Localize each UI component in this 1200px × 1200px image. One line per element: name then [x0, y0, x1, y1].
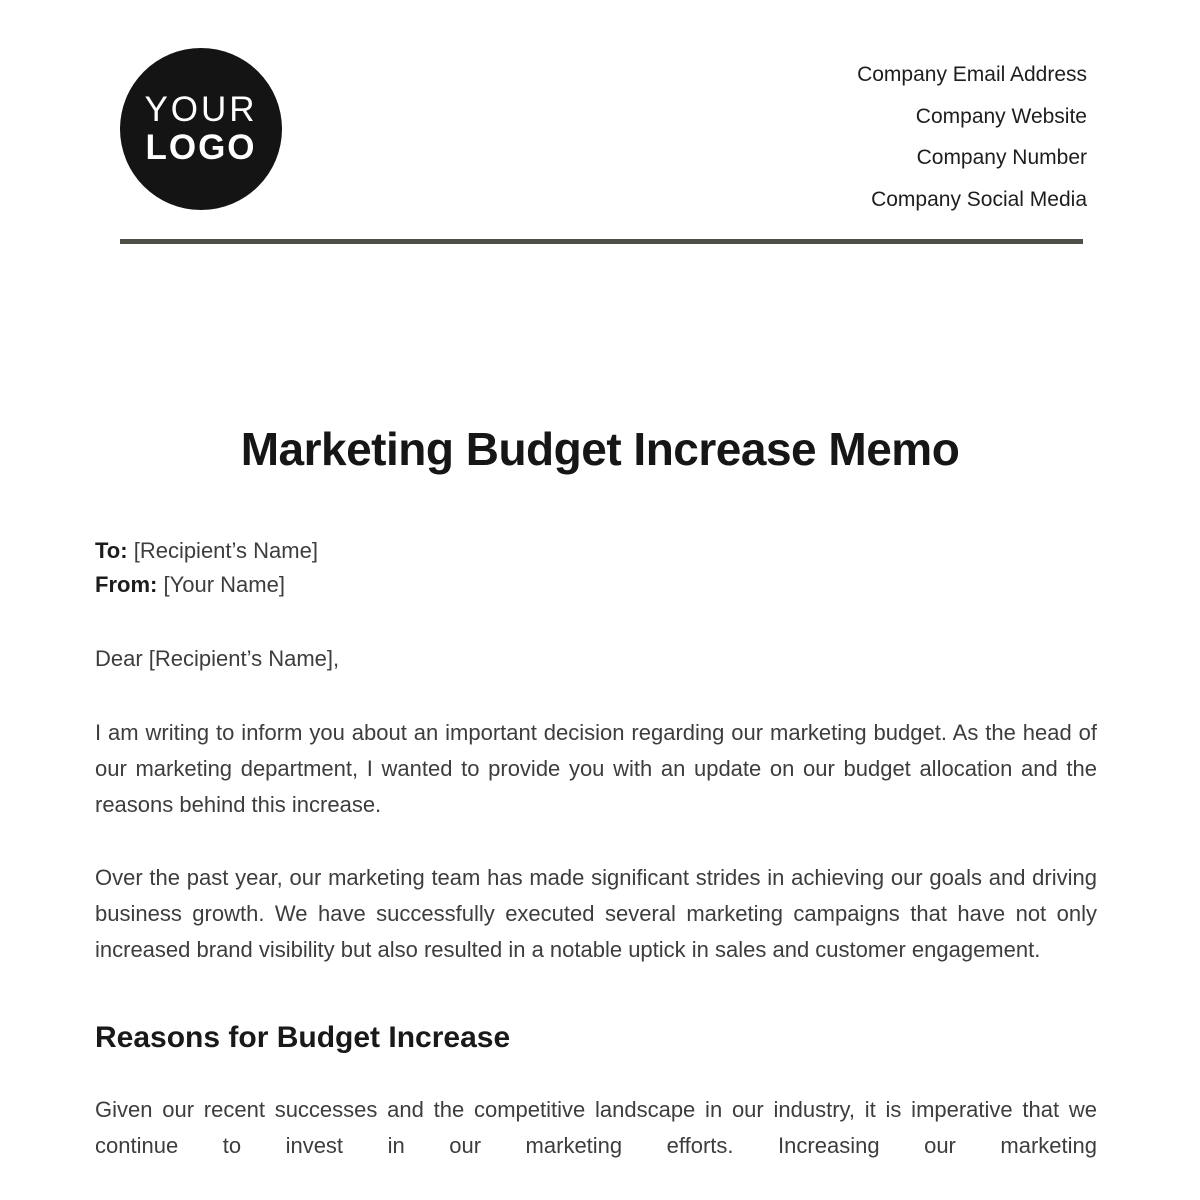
memo-from-line	[95, 568, 1097, 602]
memo-to-line	[95, 534, 1097, 568]
letterhead	[0, 0, 1200, 245]
from-label: From:	[95, 572, 158, 597]
memo-meta	[95, 534, 1097, 602]
paragraph-intro: I am writing to inform you about an important decision regarding our marketing budget. As the head of our marketing department, I wanted to provide you with an update on our budget allocation and the reasons behind this increase.	[95, 720, 1097, 817]
company-website: Company Website	[915, 104, 1087, 128]
logo-text-top: YOUR	[144, 90, 258, 129]
section-heading-reasons: Reasons for Budget Increase	[95, 1021, 511, 1054]
company-number: Company Number	[916, 146, 1087, 169]
company-email: Company Email Address	[857, 63, 1087, 86]
logo-text-bottom: LOGO	[145, 128, 257, 167]
to-label: To:	[95, 538, 128, 563]
company-logo	[120, 48, 282, 210]
memo-title: Marketing Budget Increase Memo	[240, 423, 960, 475]
paragraph-reasons: Given our recent successes and the competitive landscape in our industry, it is imperative that we continue to invest in our marketing efforts. Increasing our marketing	[95, 1097, 1097, 1158]
paragraph-achievements: Over the past year, our marketing team has made significant strides in achieving our goals and driving business growth. We have successfully executed several marketing campaigns that have not only increased brand visibility but also resulted in a notable uptick in sales and customer engagement.	[95, 865, 1097, 962]
company-social-media: Company Social Media	[871, 187, 1087, 211]
salutation: Dear [Recipient’s Name],	[95, 646, 340, 671]
from-value: [Your Name]	[163, 572, 285, 597]
memo-body	[0, 534, 1200, 1164]
header-divider-rule	[120, 239, 1083, 244]
to-value: [Recipient’s Name]	[133, 538, 318, 563]
company-contact-block	[857, 54, 1087, 220]
